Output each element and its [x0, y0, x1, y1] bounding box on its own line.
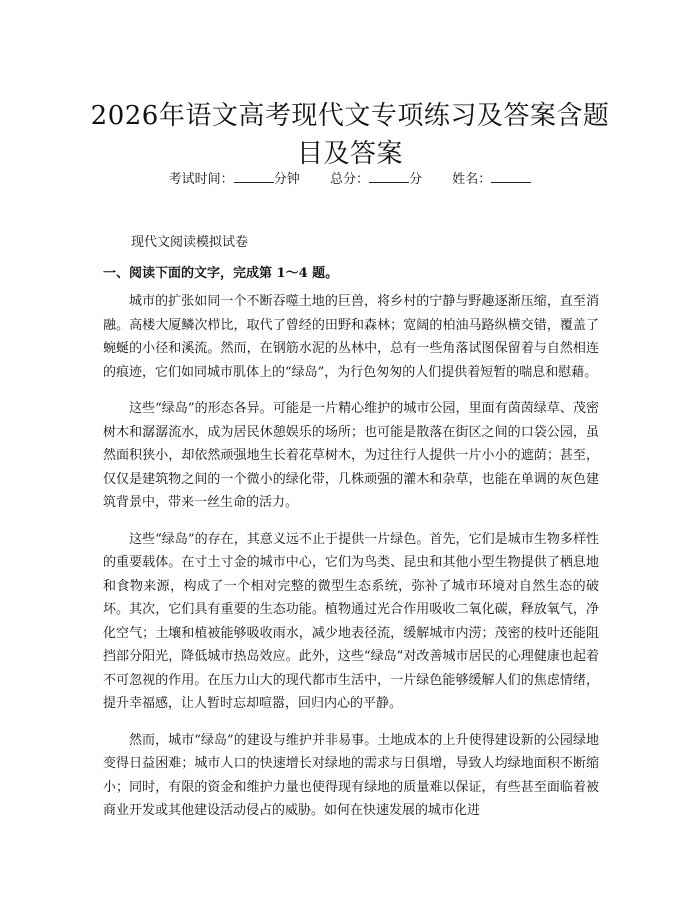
time-blank	[234, 170, 274, 183]
section-heading: 一、阅读下面的文字，完成第 1～4 题。	[103, 266, 339, 281]
name-blank	[491, 170, 531, 183]
name-label: 姓名：	[452, 172, 492, 187]
passage-paragraph: 然而，城市“绿岛”的建设与维护并非易事。土地成本的上升使得建设新的公园绿地变得日益困难；城市人口的快速增长对绿地的需求与日俱增，导致人均绿地面积不断缩小；同时，有限的资金和维护力量也使得现有绿地的质量难以保证，有些甚至面临着被商业开发或其他建设活动侵占的威胁。如何在快速发展的城市化进	[103, 732, 599, 818]
passage-paragraph: 城市的扩张如同一个不断吞噬土地的巨兽，将乡村的宁静与野趣逐渐压缩，直至消融。高楼大厦鳞次栉比，取代了曾经的田野和森林；宽阔的柏油马路纵横交错，覆盖了蜿蜒的小径和溪流。然而，在钢筋水泥的丛林中，总有一些角落试图保留着与自然相连的痕迹，它们如同城市肌体上的“绿岛”，为行色匆匆的人们提供着短暂的喘息和慰藉。	[103, 294, 599, 380]
score-unit: 分	[409, 172, 423, 187]
passage-paragraph: 这些“绿岛”的形态各异。可能是一片精心维护的城市公园，里面有茵茵绿草、茂密树木和潺潺流水，成为居民休憩娱乐的场所；也可能是散落在街区之间的口袋公园，虽然面积狭小，却依然顽强地生长着花草树木，为过往行人提供一片小小的遮荫；甚至，仅仅是建筑物之间的一个微小的绿化带，几株顽强的灌木和杂草，也能在单调的灰色建筑背景中，带来一丝生命的活力。	[103, 401, 599, 510]
time-label: 考试时间：	[168, 172, 234, 187]
document-title: 2026年语文高考现代文专项练习及答案含题目及答案	[90, 101, 610, 170]
exam-info-line	[0, 170, 700, 189]
paper-subtitle: 现代文阅读模拟试卷	[131, 235, 249, 250]
reading-passage	[103, 290, 599, 836]
time-unit: 分钟	[273, 172, 300, 187]
passage-paragraph: 这些“绿岛”的存在，其意义远不止于提供一片绿色。首先，它们是城市生物多样性的重要载体。在寸土寸金的城市中心，它们为鸟类、昆虫和其他小型生物提供了栖息地和食物来源，构成了一个相对完整的微型生态系统，弥补了城市环境对自然生态的破坏。其次，它们具有重要的生态功能。植物通过光合作用吸收二氧化碳，释放氧气，净化空气；土壤和植被能够吸收雨水，减少地表径流，缓解城市内涝；茂密的枝叶还能阻挡部分阳光，降低城市热岛效应。此外，这些“绿岛”对改善城市居民的心理健康也起着不可忽视的作用。在压力山大的现代都市生活中，一片绿色能够缓解人们的焦虑情绪，提升幸福感，让人暂时忘却喧嚣，回归内心的平静。	[103, 531, 599, 711]
score-blank	[369, 170, 409, 183]
score-label: 总分：	[329, 172, 369, 187]
